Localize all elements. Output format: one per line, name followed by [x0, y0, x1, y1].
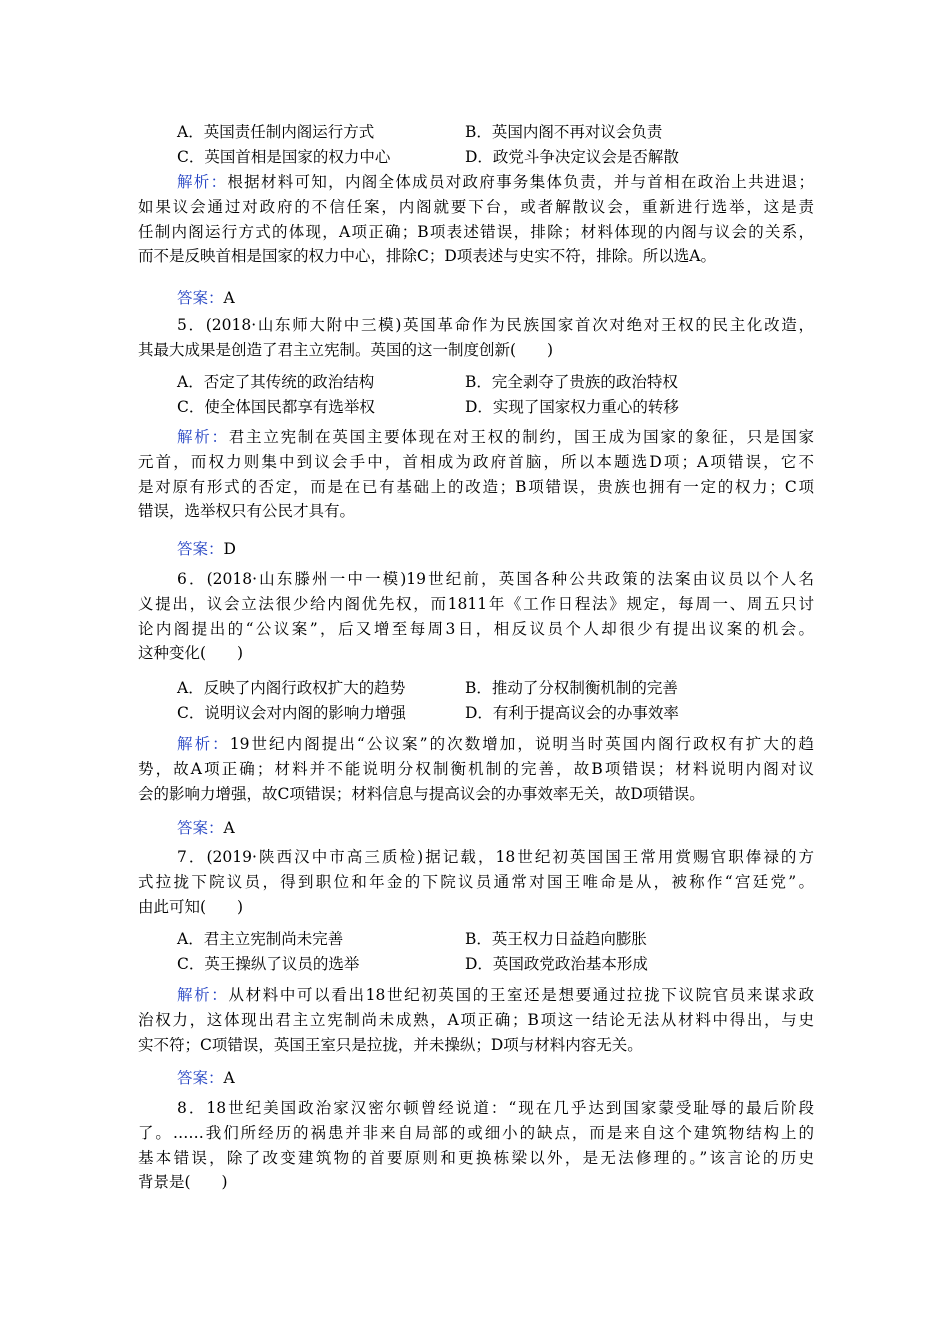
line-text: 8．18世纪美国政治家汉密尔顿曾经说道：“现在几乎达到国家蒙受耻辱的最后阶段	[177, 1099, 814, 1117]
line-text: 君主立宪制在英国主要体现在对王权的制约，国王成为国家的象征，只是国家	[228, 428, 814, 446]
text-line	[138, 1170, 814, 1195]
option-row	[138, 952, 814, 977]
text-line	[138, 782, 814, 807]
answer-label: 答案：	[177, 1069, 224, 1087]
line-text: 如果议会通过对政府的不信任案，内阁就要下台，或者解散议会，重新进行选举，这是责	[138, 197, 814, 216]
analysis-label: 解析：	[177, 173, 228, 191]
line-text: 背景是( )	[138, 1173, 228, 1192]
text-line	[138, 845, 814, 870]
analysis-paragraph	[138, 983, 814, 1057]
option-row	[138, 120, 814, 145]
option-text: A．英国责任制内阁运行方式	[177, 123, 375, 141]
option-text: A．否定了其传统的政治结构	[177, 373, 375, 391]
line-text: 任制内阁运行方式的体现，A项正确；B项表述错误，排除；材料体现的内阁与议会的关系，	[138, 222, 814, 241]
analysis-label: 解析：	[177, 735, 230, 753]
answer-options	[138, 676, 814, 726]
text-line	[138, 641, 814, 666]
option-row	[138, 370, 814, 395]
text-line	[138, 313, 814, 338]
option-text: B．完全剥夺了贵族的政治特权	[465, 373, 678, 391]
option-text: C．使全体国民都享有选举权	[177, 397, 375, 416]
line-text: 义提出，议会立法很少给内阁优先权，而1811年《工作日程法》规定，每周一、周五只讨	[138, 594, 814, 613]
text-line	[138, 338, 814, 363]
option-text: D．有利于提高议会的办事效率	[465, 703, 679, 722]
option-text: B．英国内阁不再对议会负责	[465, 123, 663, 141]
answer-label: 答案：	[177, 289, 224, 307]
analysis-paragraph	[138, 170, 814, 269]
line-text: 这种变化( )	[138, 644, 244, 663]
text-line	[138, 983, 814, 1008]
answer-line	[138, 1066, 814, 1091]
answer-line	[138, 816, 814, 841]
text-line	[138, 1008, 814, 1033]
analysis-label: 解析：	[177, 428, 229, 446]
text-line	[138, 450, 814, 475]
line-text: 7．(2019·陕西汉中市高三质检)据记载，18世纪初英国国王常用赏赐官职俸禄的方	[177, 848, 814, 866]
line-text: 是对原有形式的否定，而是在已有基础上的改造；B项错误，贵族也拥有一定的权力；C项	[138, 477, 814, 496]
line-text: 式拉拢下院议员，得到职位和年金的下院议员通常对国王唯命是从，被称作“宫廷党”。	[138, 872, 814, 891]
text-line	[138, 425, 814, 450]
text-line	[138, 475, 814, 500]
option-text: D．政党斗争决定议会是否解散	[465, 147, 679, 166]
option-text: D．实现了国家权力重心的转移	[465, 397, 679, 416]
text-line	[138, 499, 814, 524]
answer-value: A	[223, 819, 235, 837]
answer-options	[138, 370, 814, 420]
line-text: 而不是反映首相是国家的权力中心，排除C；D项表述与史实不符，排除。所以选A。	[138, 247, 716, 266]
answer-value: A	[223, 289, 235, 307]
question-text	[138, 845, 814, 919]
line-text: 19世纪内阁提出“公议案”的次数增加，说明当时英国内阁行政权有扩大的趋	[229, 735, 814, 753]
line-text: 会的影响力增强，故C项错误；材料信息与提高议会的办事效率无关，故D项错误。	[138, 784, 705, 803]
answer-label: 答案：	[177, 819, 224, 837]
question-text	[138, 1096, 814, 1195]
analysis-label: 解析：	[177, 986, 229, 1004]
option-text: D．英国政党政治基本形成	[465, 954, 648, 973]
answer-value: D	[223, 540, 236, 558]
line-text: 势，故A项正确；材料并不能说明分权制衡机制的完善，故B项错误；材料说明内阁对议	[138, 759, 814, 778]
option-text: C．英国首相是国家的权力中心	[177, 147, 391, 166]
answer-value: A	[223, 1069, 235, 1087]
text-line	[138, 592, 814, 617]
line-text: 论内阁提出的“公议案”，后又增至每周3日，相反议员个人却很少有提出议案的机会。	[138, 619, 814, 638]
line-text: 了。……我们所经历的祸患并非来自局部的或细小的缺点，而是来自这个建筑物结构上的	[138, 1123, 814, 1142]
line-text: 根据材料可知，内阁全体成员对政府事务集体负责，并与首相在政治上共进退；	[227, 173, 814, 191]
analysis-paragraph	[138, 425, 814, 524]
option-text: A．反映了内阁行政权扩大的趋势	[177, 679, 406, 697]
text-line	[138, 1146, 814, 1171]
text-line	[138, 220, 814, 245]
question-text	[138, 567, 814, 666]
text-line	[138, 870, 814, 895]
answer-line	[138, 286, 814, 311]
text-line	[138, 757, 814, 782]
text-line	[138, 1121, 814, 1146]
option-row	[138, 145, 814, 170]
line-text: 实不符；C项错误，英国王室只是拉拢，并未操纵；D项与材料内容无关。	[138, 1035, 643, 1054]
text-line	[138, 732, 814, 757]
line-text: 其最大成果是创造了君主立宪制。英国的这一制度创新( )	[138, 340, 554, 359]
option-text: C．说明议会对内阁的影响力增强	[177, 703, 406, 722]
question-text	[138, 313, 814, 363]
text-line	[138, 244, 814, 269]
text-line	[138, 1033, 814, 1058]
option-row	[138, 676, 814, 701]
text-line	[138, 895, 814, 920]
text-line	[138, 1096, 814, 1121]
answer-options	[138, 927, 814, 977]
line-text: 从材料中可以看出18世纪初英国的王室还是想要通过拉拢下议院官员来谋求政	[228, 986, 814, 1004]
answer-line	[138, 537, 814, 562]
option-text: B．英王权力日益趋向膨胀	[465, 930, 647, 948]
option-row	[138, 395, 814, 420]
answer-options	[138, 120, 814, 170]
analysis-paragraph	[138, 732, 814, 806]
text-line	[138, 195, 814, 220]
line-text: 由此可知( )	[138, 897, 244, 916]
option-row	[138, 701, 814, 726]
line-text: 5．(2018·山东师大附中三模)英国革命作为民族国家首次对绝对王权的民主化改造，	[177, 316, 814, 334]
option-text: C．英王操纵了议员的选举	[177, 954, 360, 973]
text-line	[138, 170, 814, 195]
text-line	[138, 617, 814, 642]
option-text: B．推动了分权制衡机制的完善	[465, 679, 678, 697]
line-text: 6．(2018·山东滕州一中一模)19世纪前，英国各种公共政策的法案由议员以个人名	[177, 570, 814, 588]
line-text: 元首，而权力则集中到议会手中，首相成为政府首脑，所以本题选D项；A项错误，它不	[138, 452, 814, 471]
option-text: A．君主立宪制尚未完善	[177, 930, 344, 948]
option-row	[138, 927, 814, 952]
line-text: 治权力，这体现出君主立宪制尚未成熟，A项正确；B项这一结论无法从材料中得出，与史	[138, 1010, 814, 1029]
text-line	[138, 567, 814, 592]
line-text: 基本错误，除了改变建筑物的首要原则和更换栋梁以外，是无法修理的。”该言论的历史	[138, 1148, 814, 1167]
answer-label: 答案：	[177, 540, 224, 558]
line-text: 错误，选举权只有公民才具有。	[138, 502, 356, 521]
